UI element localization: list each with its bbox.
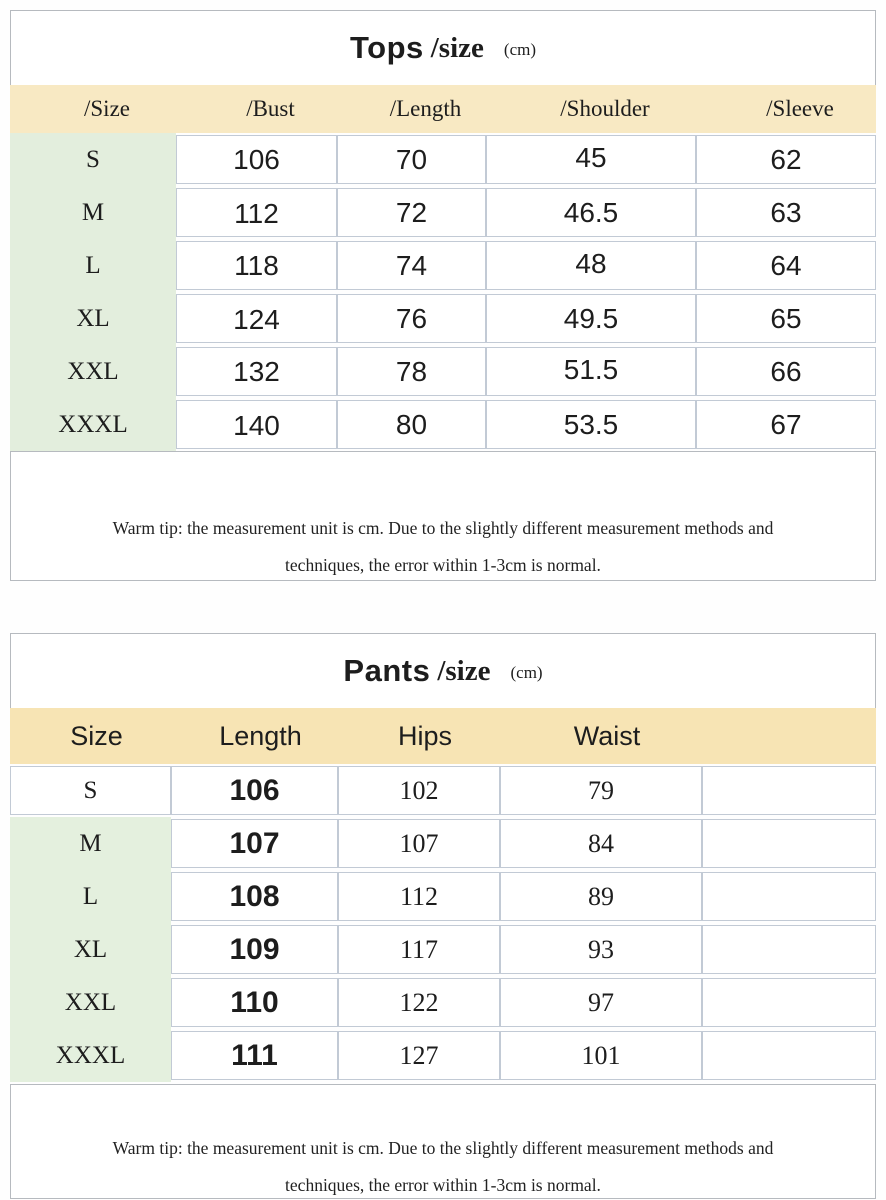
empty-cell [702, 1031, 876, 1080]
size-label: XL [73, 935, 108, 963]
waist-cell: 84 [500, 819, 702, 868]
tops-title-main: Tops [350, 30, 424, 65]
length-cell: 70 [337, 135, 486, 184]
pants-header-waist: Waist [573, 720, 641, 751]
length-cell: 111 [171, 1031, 338, 1080]
table-row [10, 1029, 876, 1082]
length-cell: 74 [337, 241, 486, 290]
empty-cell [702, 766, 876, 815]
pants-title-slash: /size [437, 654, 491, 687]
hips-cell: 102 [338, 766, 500, 815]
tops-header-shoulder: /Shoulder [560, 96, 650, 121]
sleeve-cell: 67 [696, 400, 876, 449]
tops-header-bust: /Bust [246, 96, 295, 121]
size-cell [10, 294, 176, 343]
bust-cell: 140 [176, 400, 337, 449]
warm-tip-line1: Warm tip: the measurement unit is cm. Due to the slightly different measurement methods and [112, 1138, 774, 1158]
pants-size-panel [10, 633, 876, 1199]
size-label: M [81, 198, 105, 226]
warm-tip-line1: Warm tip: the measurement unit is cm. Due to the slightly different measurement methods and [112, 518, 774, 538]
size-label: XXL [64, 988, 117, 1016]
pants-title-box [10, 633, 876, 709]
length-cell: 76 [337, 294, 486, 343]
length-cell: 109 [171, 925, 338, 974]
tops-warm-tip [10, 451, 876, 581]
table-row [10, 133, 876, 186]
size-cell [10, 347, 176, 396]
bust-cell: 132 [176, 347, 337, 396]
size-cell [10, 925, 171, 974]
table-row [10, 398, 876, 451]
length-cell: 108 [171, 872, 338, 921]
length-cell: 80 [337, 400, 486, 449]
table-row [10, 870, 876, 923]
hips-cell: 107 [338, 819, 500, 868]
size-label: XXXL [55, 1041, 126, 1069]
shoulder-cell: 51.5 [486, 347, 696, 396]
table-row [10, 976, 876, 1029]
tops-title-slash: /size [430, 31, 484, 64]
hips-cell: 117 [338, 925, 500, 974]
sleeve-cell: 63 [696, 188, 876, 237]
tops-table-body [10, 133, 876, 451]
waist-cell: 89 [500, 872, 702, 921]
table-row [10, 239, 876, 292]
size-cell [10, 978, 171, 1027]
tops-size-panel [10, 10, 876, 580]
hips-cell: 127 [338, 1031, 500, 1080]
size-label: XXXL [58, 410, 128, 438]
empty-cell [702, 925, 876, 974]
size-label: XL [76, 304, 110, 332]
pants-header-hips: Hips [397, 720, 452, 751]
size-label: M [79, 829, 102, 857]
size-label: L [82, 882, 99, 910]
pants-header-length: Length [219, 720, 302, 751]
bust-cell: 124 [176, 294, 337, 343]
length-cell: 72 [337, 188, 486, 237]
tops-title-box [10, 10, 876, 86]
size-label: L [85, 251, 101, 279]
tops-header-row [10, 85, 876, 133]
warm-tip-line2: techniques, the error within 1-3cm is normal. [285, 555, 601, 576]
pants-header-size: Size [70, 720, 123, 751]
size-cell [10, 241, 176, 290]
tops-title-unit: (cm) [503, 40, 536, 59]
size-cell [10, 188, 176, 237]
size-cell [10, 400, 176, 449]
bust-cell: 118 [176, 241, 337, 290]
bust-cell: 106 [176, 135, 337, 184]
shoulder-cell: 48 [486, 241, 696, 290]
waist-cell: 79 [500, 766, 702, 815]
empty-cell [702, 978, 876, 1027]
length-cell: 106 [171, 766, 338, 815]
pants-warm-tip [10, 1084, 876, 1199]
size-cell [10, 135, 176, 184]
tops-header-length: /Length [389, 96, 462, 121]
sleeve-cell: 64 [696, 241, 876, 290]
sleeve-cell: 66 [696, 347, 876, 396]
table-row [10, 292, 876, 345]
length-cell: 78 [337, 347, 486, 396]
size-cell [10, 766, 171, 815]
size-label: S [86, 145, 100, 173]
tops-header-sleeve: /Sleeve [766, 96, 834, 121]
size-cell [10, 872, 171, 921]
sleeve-cell: 62 [696, 135, 876, 184]
waist-cell: 101 [500, 1031, 702, 1080]
size-cell [10, 1031, 171, 1080]
waist-cell: 93 [500, 925, 702, 974]
table-row [10, 817, 876, 870]
table-row [10, 923, 876, 976]
bust-cell: 112 [176, 188, 337, 237]
length-cell: 107 [171, 819, 338, 868]
pants-title-unit: (cm) [510, 663, 543, 682]
empty-cell [702, 819, 876, 868]
size-label: XXL [67, 357, 119, 385]
tops-header-size: /Size [84, 96, 130, 121]
length-cell: 110 [171, 978, 338, 1027]
shoulder-cell: 45 [486, 135, 696, 184]
pants-header-row [10, 708, 876, 764]
shoulder-cell: 49.5 [486, 294, 696, 343]
warm-tip-line2: techniques, the error within 1-3cm is normal. [285, 1175, 601, 1196]
table-row [10, 345, 876, 398]
table-row [10, 764, 876, 817]
waist-cell: 97 [500, 978, 702, 1027]
shoulder-cell: 53.5 [486, 400, 696, 449]
hips-cell: 122 [338, 978, 500, 1027]
size-cell [10, 819, 171, 868]
sleeve-cell: 65 [696, 294, 876, 343]
empty-cell [702, 872, 876, 921]
shoulder-cell: 46.5 [486, 188, 696, 237]
pants-table-body [10, 764, 876, 1082]
table-row [10, 186, 876, 239]
hips-cell: 112 [338, 872, 500, 921]
size-label: S [83, 776, 98, 804]
pants-title-main: Pants [343, 653, 431, 688]
